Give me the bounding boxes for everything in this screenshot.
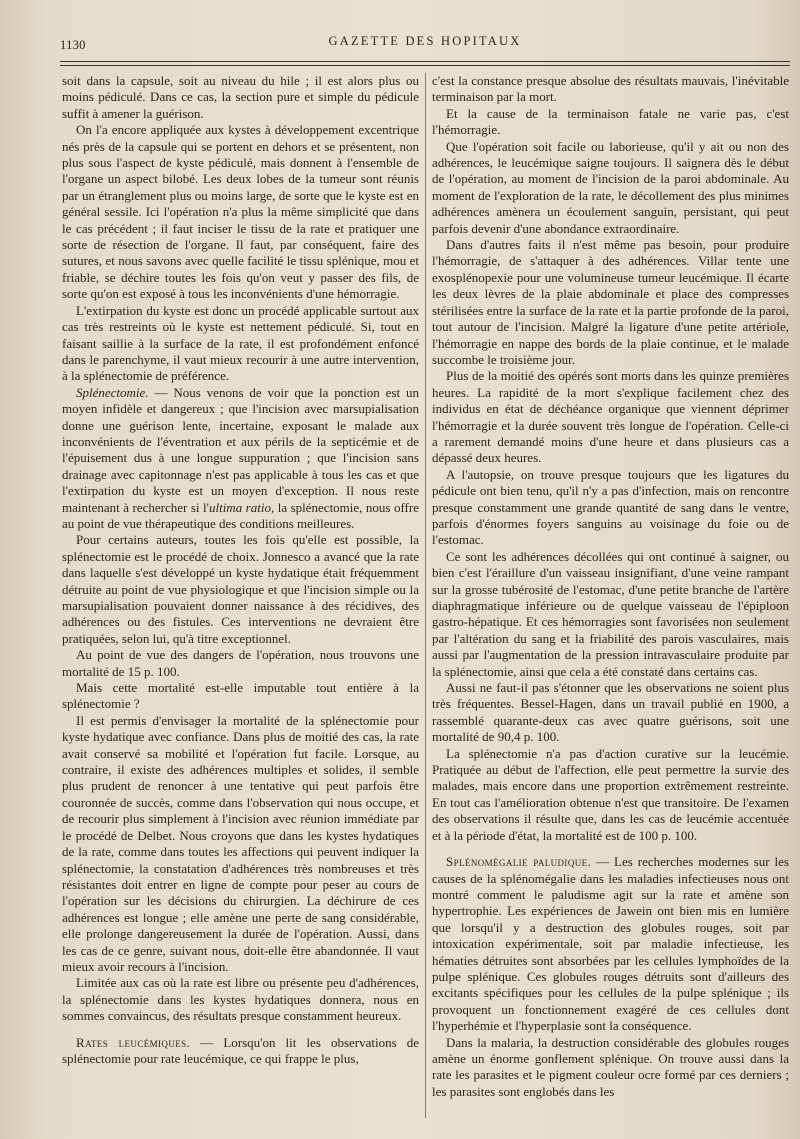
paragraph: L'extirpation du kyste est donc un procédé applicable surtout aux cas très restreints où le kyste est nettement pédiculé. Si, tout en faisant saillie à la surface de la rate, il est profondément enfoncé dans le parenchyme, il vaut mieux recourir à une autre intervention, à la splénectomie de préférence.: [62, 302, 419, 384]
left-column: [62, 73, 419, 1123]
header-rule-thick: [60, 61, 790, 62]
paragraph-text: — Lorsqu'on lit les observations de splénectomie pour rate leucémique, ce qui frappe le plus,: [62, 1034, 419, 1066]
paragraph: c'est la constance presque absolue des résultats mauvais, l'inévitable terminaison par la mort.: [432, 73, 789, 105]
paragraph: soit dans la capsule, soit au niveau du hile ; il est alors plus ou moins pédiculé. Dans ce cas, la section pure et simple du pédicule suffit à amener la guérison.: [62, 73, 419, 121]
paragraph: La splénectomie n'a pas d'action curative sur la leucémie. Pratiquée au début de l'affection, elle peut permettre la survie des malades, mais encore dans une proportion extrêmement restreinte. En tout cas l'amélioration obtenue n'est que transitoire. De l'examen des observations il résulte que, dans les cas de leucémie accentuée et à la période d'état, la mortalité est de 100 p. 100.: [432, 745, 789, 843]
paragraph-splenectomie: [62, 385, 419, 533]
paragraph: Plus de la moitié des opérés sont morts dans les quinze premières heures. La rapidité de la mort s'explique facilement chez des individus en état de déchéance organique que viennent déprimer l'hémorragie et la durée souvent très longue de l'opération. Celle-ci a rarement demandé moins d'une heure et dans plusieurs cas a dépassé deux heures.: [432, 368, 789, 466]
paragraph: Et la cause de la terminaison fatale ne varie pas, c'est l'hémorragie.: [432, 105, 789, 138]
paragraph-rates-leucemiques: [62, 1035, 419, 1068]
paragraph: Il est permis d'envisager la mortalité de la splénectomie pour kyste hydatique avec confiance. Dans plus de moitié des cas, la rate avait conservé sa mobilité et l'opération fut facile. Lorsque, au contraire, il existe des adhérences multiples et solides, il semble plus prudent de renoncer à une tentative qui peut parfois être couronnée de succès, comme dans l'observation qui nous occupe, et de recourir plus simplement à l'incision avec réunion immédiate par le procédé de Delbet. Nous croyons que dans les kystes hydatiques de la rate, comme dans toutes les affections qui peuvent indiquer la splénectomie, la constatation d'adhérences très nombreuses et très résistantes doit entrer en ligne de compte pour peser au cours de l'opération sur les décisions du chirurgien. La déchirure de ces adhérences est longue ; elle amène une perte de sang considérable, elle prolonge dangereusement la durée de l'opération. Aussi, dans les cas de ce genre, suivant nous, doit-elle être abandonnée. Il vaut mieux avoir recours à l'incision.: [62, 712, 419, 974]
column-divider: [425, 73, 426, 1118]
section-heading-rates-leucemiques: Rates leucémiques.: [76, 1034, 191, 1050]
page-number: 1130: [60, 38, 86, 52]
section-heading-splenomegalie-paludique: Splénomégalie paludique.: [446, 854, 592, 870]
paragraph: Au point de vue des dangers de l'opération, nous trouvons une mortalité de 15 p. 100.: [62, 647, 419, 679]
paragraph: Mais cette mortalité est-elle imputable tout entière à la splénectomie ?: [62, 680, 419, 712]
paragraph-text: , la splénectomie, nous offre au point de vue thérapeutique des conditions meilleures.: [62, 499, 419, 531]
paragraph-text: — Nous venons de voir que la ponction est un moyen infidèle et dangereux ; que l'incision avec marsupialisation donne une guérison lente, incertaine, exposant le malade aux inconvénients de l'éventration et aux périls de la septicémie et de l'épuisement dus à une longue suppuration ; que l'incision sans drainage avec capitonnage n'est pas applicable à tous les cas et que l'extirpation du kyste est un moyen d'exception. Il nous reste maintenant à rechercher si l': [62, 384, 419, 515]
italic-term: ultima ratio: [208, 499, 271, 515]
paragraph: Dans d'autres faits il n'est même pas besoin, pour produire l'hémorragie, de s'attaquer à des adhérences. Villar tente une exosplénopexie pour une volumineuse tumeur leucémique. Il écarte les deux lèvres de la plaie abdominale et place des compresses stérilisées entre la surface de la rate et la partie profonde de la paroi, tout autour de l'incision. Malgré la ligature d'une petite artériole, l'hémorragie en nappe des bords de la plaie continue, et le malade succombe le troisième jour.: [432, 237, 789, 367]
paragraph: A l'autopsie, on trouve presque toujours que les ligatures du pédicule ont bien tenu, qu'il n'y a pas d'infection, mais on rencontre presque constamment une grande quantité de sang dans le ventre, parfois d'énormes foyers sanguins au voisinage du foie ou de l'estomac.: [432, 466, 789, 548]
header-rule-thin: [60, 65, 790, 66]
section-spacer: [432, 844, 789, 854]
journal-title: GAZETTE DES HOPITAUX: [328, 34, 522, 48]
right-column: [432, 73, 789, 1123]
paragraph: Que l'opération soit facile ou laborieuse, qu'il y ait ou non des adhérences, le leucémique saigne toujours. Il saignera dès le début de l'opération, au moment de l'incision de la paroi abdominale. Au moment de l'exploration de la rate, le décollement des plus minimes adhérences amènera un écoulement sanguin, persistant, qui peut parfois devenir d'une abondance extraordinaire.: [432, 138, 789, 236]
paragraph-splenomegalie-paludique: [432, 854, 789, 1034]
paragraph-text: — Les recherches modernes sur les causes de la splénomégalie dans les maladies infectieuses nous ont montré comment le paludisme agit sur la rate et amène son hypertrophie. Les expériences de Jawein ont bien mis en lumière que lorsqu'il y a destruction des globules rouges, soit par intoxication expérimentale, soit par maladie infectieuse, les hématies détruites sont absorbées par les cellules lymphoïdes de la pulpe splénique. Ces globules rouges détruits sont d'ailleurs des excitants spécifiques pour les cellules de la pulpe splénique ; ils provoquent un fonctionnement exagéré de ces cellules dont l'hyperhémie et l'hyperplasie sont la conséquence.: [432, 854, 789, 1034]
section-spacer: [62, 1025, 419, 1035]
paragraph: Aussi ne faut-il pas s'étonner que les observations ne soient plus très fréquentes. Bessel-Hagen, dans un travail publié en 1900, a rassemblé quarante-deux cas avec quatre guérisons, soit une mortalité de 90,4 p. 100.: [432, 680, 789, 745]
page-header: [60, 28, 790, 58]
paragraph: Dans la malaria, la destruction considérable des globules rouges amène un énorme gonflement splénique. On trouve aussi dans la rate les parasites et le pigment couleur ocre formé par ces derniers ; les parasites sont englobés dans les: [432, 1034, 789, 1099]
paragraph: Limitée aux cas où la rate est libre ou présente peu d'adhérences, la splénectomie dans les kystes hydatiques donnera, nous en sommes convaincus, des résultats presque constamment heureux.: [62, 975, 419, 1024]
paragraph: Pour certains auteurs, toutes les fois qu'elle est possible, la splénectomie est le procédé de choix. Jonnesco a avancé que la rate dans laquelle s'est développé un kyste hydatique était fréquemment détruite au point de vue physiologique et que l'incision simple ou la marsupialisation pouvaient donner naissance à des récidives, des adhérences ou des fistules. Ces interventions ne devraient être pratiquées, selon lui, qu'à titre exceptionnel.: [62, 532, 419, 646]
paragraph: On l'a encore appliquée aux kystes à développement excentrique nés près de la capsule qui se portent en dehors et se présentent, non plus sous l'aspect de kyste pédiculé, mais donnent à l'ensemble de l'organe un aspect bilobé. Les deux lobes de la tumeur sont réunis par un étranglement plus ou moins large, de sorte que le kyste est en général sessile. Ici l'opération n'a plus la même simplicité que dans le cas précédent ; il faut inciser le tissu de la rate et pratiquer une sorte de résection de l'organe. Il faut, par conséquent, faire des sutures, et nous savons avec quelle facilité le tissu splénique, mou et friable, se déchire toutes les fois qu'on veut y passer des fils, de sorte qu'on est exposé à tous les inconvénients d'une hémorragie.: [62, 122, 419, 302]
paragraph: Ce sont les adhérences décollées qui ont continué à saigner, ou bien c'est l'éraillure d'un vaisseau insignifiant, d'une veine rampant sur la grosse tubérosité de l'estomac, d'une petite branche de l'artère diaphragmatique inférieure ou de quelque vaisseau de l'épiploon gastro-hépatique. Et ces hémorragies sont favorisées non seulement par l'altération du sang et la friabilité des parois vasculaires, mais aussi par l'augmentation de la pression intravasculaire produite par la splénectomie, ainsi que cela a été constaté dans certains cas.: [432, 548, 789, 679]
section-heading-splenectomie: Splénectomie.: [76, 384, 149, 400]
